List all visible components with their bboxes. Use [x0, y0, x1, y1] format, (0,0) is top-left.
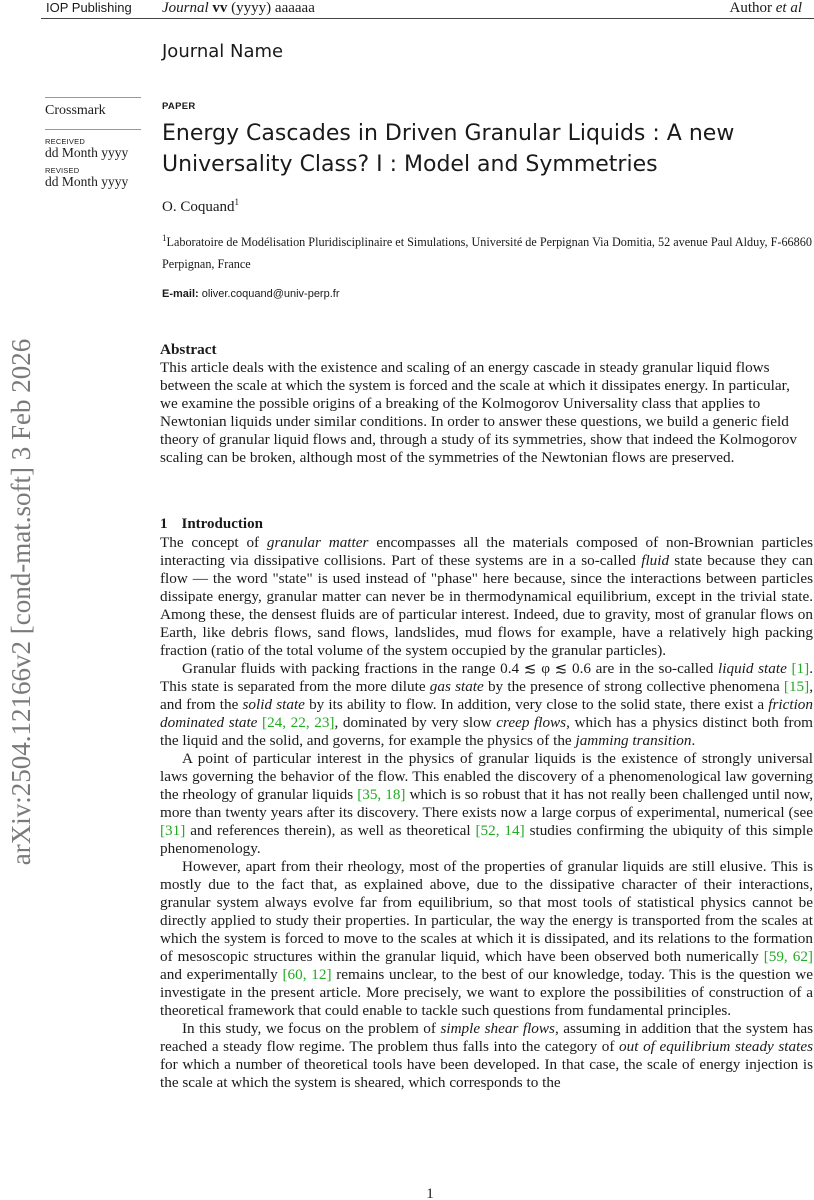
author-name: O. Coquand$^1$: [162, 197, 239, 215]
received-label: RECEIVED: [45, 137, 85, 146]
citation-link[interactable]: [1]: [791, 660, 810, 677]
citation-link[interactable]: [35, 18]: [357, 786, 406, 803]
article-type: PAPER: [162, 101, 196, 112]
citation-link[interactable]: [31]: [160, 822, 186, 839]
title-line: Universality Class? I : Model and Symmetries: [162, 152, 658, 177]
email-line: E-mail: oliver.coquand@univ-perp.fr: [162, 288, 340, 300]
sidebar-top-rule: [45, 97, 141, 98]
body-text: [160, 534, 813, 1092]
abstract: [160, 341, 810, 467]
crossmark-link[interactable]: Crossmark: [45, 103, 106, 118]
received-block: [45, 137, 141, 160]
abstract-text: This article deals with the existence and scaling of an energy cascade in steady granular liquid flows between the scale at which the system is forced and the scale at which it dissipates energy. In particular, we examine the possible origins of a breaking of the Kolmogorov Universality class that applies to Newtonian liquids under similar conditions. In order to answer these questions, we build a generic field theory of granular liquid flows and, through a study of its symmetries, show that indeed the Kolmogorov scaling can be broken, although most of the symmetries of the Newtonian flows are preserved.: [160, 359, 797, 466]
citation-link[interactable]: [24, 22, 23]: [262, 714, 335, 731]
citation-link[interactable]: [60, 12]: [282, 966, 332, 983]
citation-link[interactable]: [15]: [783, 678, 810, 695]
received-date: dd Month yyyy: [45, 145, 129, 160]
citation-link[interactable]: [52, 14]: [475, 822, 525, 839]
header-rule: [41, 18, 814, 19]
running-author: Author et al: [729, 0, 802, 16]
title-line: Energy Cascades in Driven Granular Liquids : A new: [162, 121, 735, 146]
paper-title: [162, 118, 762, 180]
revised-date: dd Month yyyy: [45, 174, 129, 189]
affiliation: $^1$Laboratoire de Modélisation Pluridisciplinaire et Simulations, Université de Perpignan Via Domitia, 52 avenue Paul Alduy, F-66860 Perpignan, France: [162, 232, 812, 271]
publisher-name: IOP Publishing: [46, 0, 132, 15]
sidebar-rule: [45, 129, 141, 130]
journal-citation: Journal vv (yyyy) aaaaaa: [162, 0, 315, 16]
paragraph: The concept of granular matter encompasses all the materials composed of non-Brownian particles interacting via dissipative collisions. Part of these systems are in a so-called fluid state because they can flow — the word "state" is used instead of "phase" here because, since the interactions between particles dissipate energy, granular matter can never be in thermodynamical equilibrium, except in the trivial state. Among these, the densest fluids are of particular interest. Indeed, due to gravity, most of granular flows on Earth, like debris flows, sand flows, landslides, mud flows for example, have a relatively high packing fraction (ratio of the total volume of the system occupied by the granular particles).: [160, 534, 813, 659]
arxiv-stamp: arXiv:2504.12166v2 [cond-mat.soft] 3 Feb 2026: [6, 338, 36, 866]
section-heading: 1 Introduction: [160, 516, 263, 532]
paragraph: However, apart from their rheology, most of the properties of granular liquids are still elusive. This is mostly due to the fact that, as explained above, due to the dissipative character of their interactions, granular system always evolve far from equilibrium, so that most tools of statistical physics cannot be directly applied to study their properties. In particular, the way the energy is transported from the scales at which the system is forced to move to the scales at which it is dissipated, and its relations to the formation of mesoscopic structures within the granular liquid, which have been observed both numerically [59, 62] and experimentally [60, 12] remains unclear, to the best of our knowledge, today. This is the question we investigate in the present article. More precisely, we want to explore the possibilities of construction of a theoretical framework that could enable to tackle such questions from fundamental principles.: [160, 858, 813, 1019]
abstract-heading: Abstract: [160, 341, 217, 358]
email-address[interactable]: oliver.coquand@univ-perp.fr: [201, 288, 340, 300]
paragraph: In this study, we focus on the problem of simple shear flows, assuming in addition that the system has reached a steady flow regime. The problem thus falls into the category of out of equilibrium steady states for which a number of theoretical tools have been developed. In that case, the scale of energy injection is the scale at which the system is sheared, which corresponds to the: [160, 1020, 813, 1091]
revised-block: [45, 166, 141, 189]
journal-name: Journal Name: [162, 41, 284, 62]
revised-label: REVISED: [45, 166, 80, 175]
paragraph: A point of particular interest in the physics of granular liquids is the existence of strongly universal laws governing the behavior of the flow. This enabled the discovery of a phenomenological law governing the rheology of granular liquids [35, 18] which is so robust that it has not really been challenged until now, more than twenty years after its discovery. There exists now a large corpus of experimental, numerical (see [31] and references therein), as well as theoretical [52, 14] studies confirming the ubiquity of this simple phenomenology.: [160, 750, 813, 857]
running-header: [0, 0, 814, 18]
page-number: 1: [426, 1186, 434, 1200]
citation-link[interactable]: [59, 62]: [763, 948, 813, 965]
paragraph: Granular fluids with packing fractions in the range 0.4 ≲ φ ≲ 0.6 are in the so-called liquid state [1]. This state is separated from the more dilute gas state by the presence of strong collective phenomena [15], and from the solid state by its ability to flow. In addition, very close to the solid state, there exist a friction dominated state [24, 22, 23], dominated by very slow creep flows, which has a physics distinct both from the liquid and the solid, and governs, for example the physics of the jamming transition.: [160, 660, 814, 749]
